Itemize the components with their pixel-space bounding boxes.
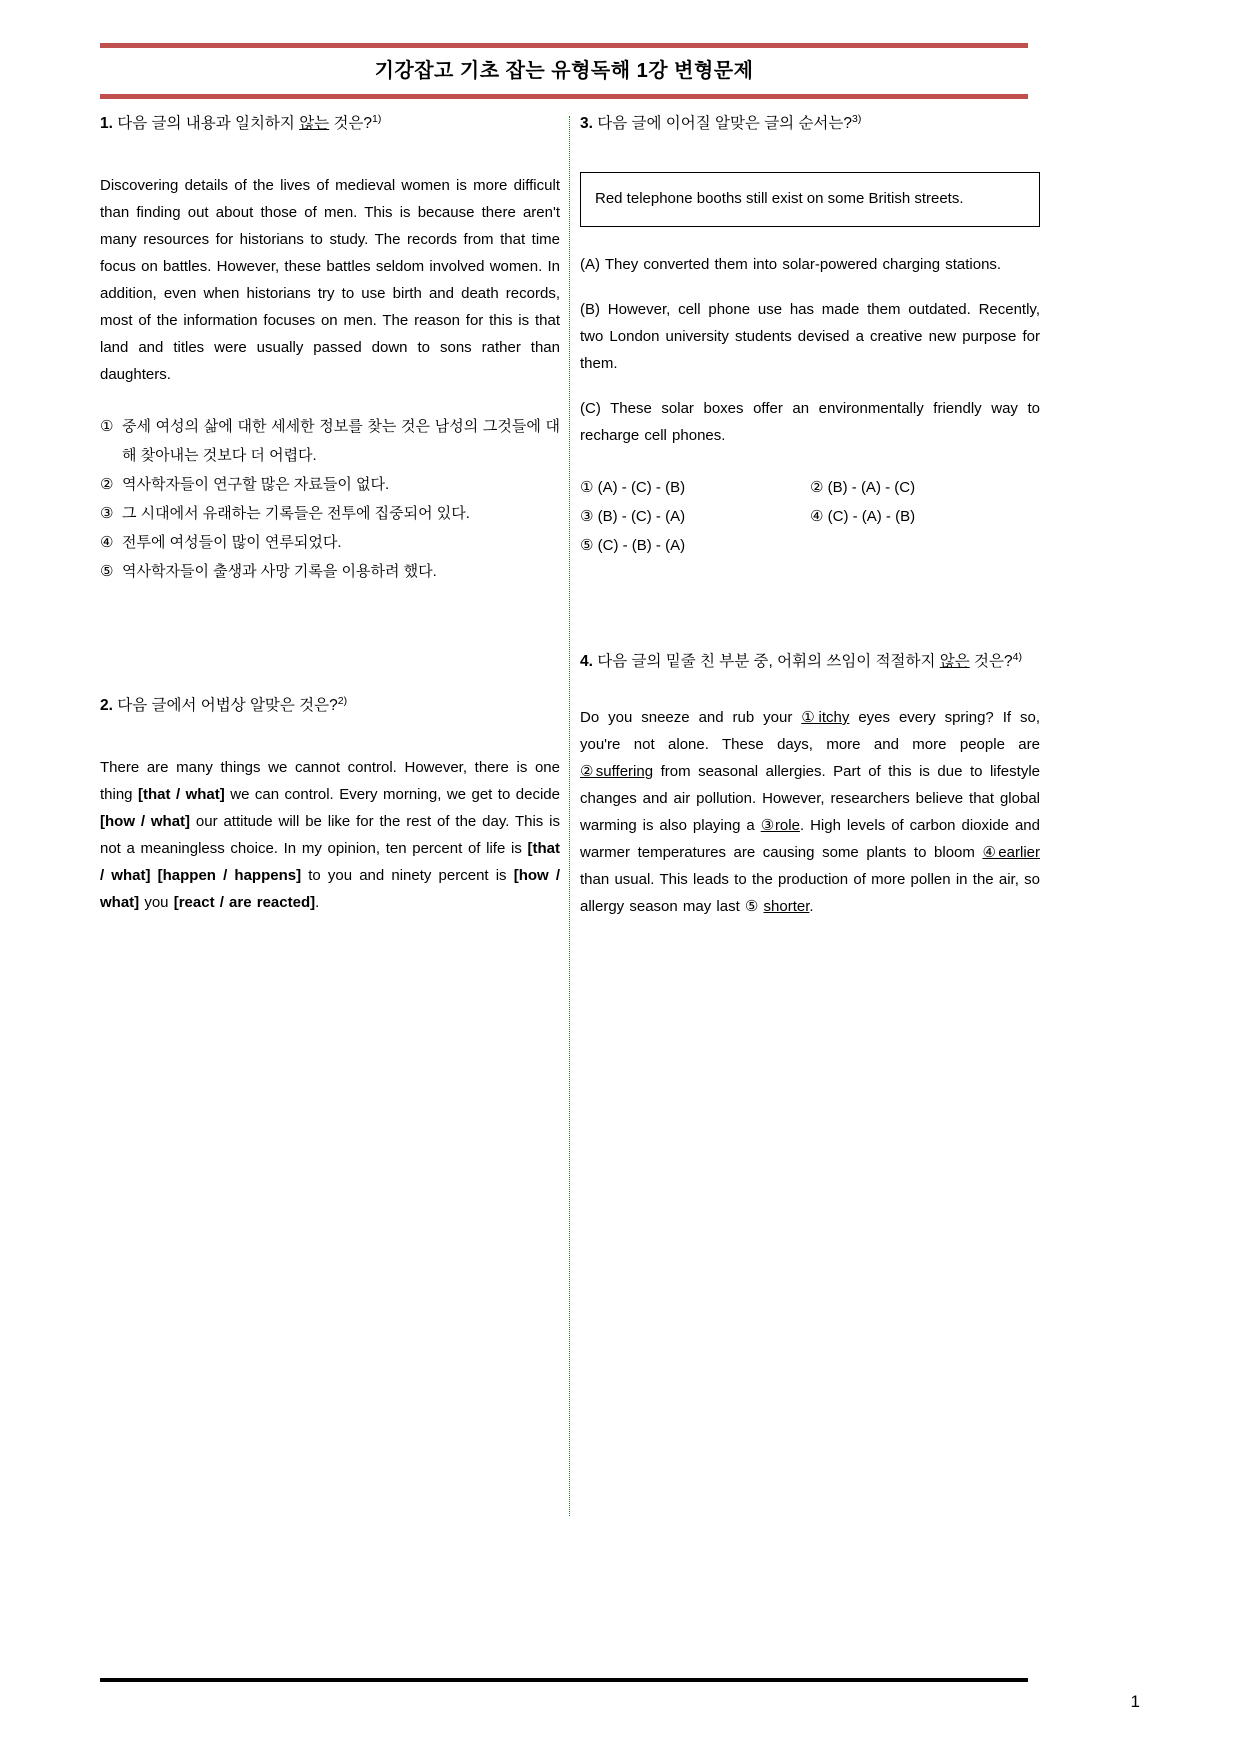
question-3-footnote: 3) — [852, 112, 862, 125]
inline-text: There are many things we cannot control. However, there is one thing — [100, 759, 560, 803]
question-2-prompt — [100, 694, 560, 718]
question-4-prompt — [580, 650, 1040, 674]
question-1-choices — [100, 412, 560, 586]
inline-text: to you and ninety percent is — [301, 867, 514, 884]
question-1-prompt — [100, 112, 560, 136]
question-4-prompt-negation: 않은 — [939, 653, 970, 670]
question-2 — [100, 694, 560, 916]
choice-label: 역사학자들이 출생과 사망 기록을 이용하려 했다. — [122, 563, 437, 580]
question-3-options — [580, 473, 1040, 560]
inline-underlined-word: ④earlier — [982, 844, 1040, 861]
right-column — [580, 112, 1040, 920]
inline-text: . — [809, 898, 814, 915]
inline-underlined-word: shorter — [763, 898, 810, 915]
inline-underlined-word: ③role — [760, 817, 800, 834]
question-3-segment-b: (B) However, cell phone use has made them outdated. Recently, two London university students devised a creative new purpose for them. — [580, 301, 1040, 372]
choice-item[interactable] — [100, 412, 560, 470]
inline-bold-choice: [that / what] — [100, 840, 560, 884]
choice-label: 전투에 여성들이 많이 연루되었다. — [122, 534, 342, 551]
choice-item[interactable] — [100, 557, 560, 586]
header-rule-bottom — [100, 94, 1028, 99]
question-2-number: 2. — [100, 697, 113, 714]
question-1-prompt-after: 것은? — [329, 115, 373, 132]
question-4-passage — [580, 704, 1040, 920]
inline-bold-choice: [react / are reacted] — [173, 894, 316, 911]
choice-marker: ① — [100, 418, 114, 435]
option-item[interactable]: ④ (C) - (A) - (B) — [810, 508, 916, 525]
question-3-segment-a: (A) They converted them into solar-powered charging stations. — [580, 256, 1002, 273]
option-item[interactable]: ③ (B) - (C) - (A) — [580, 508, 686, 525]
question-4-footnote: 4) — [1012, 650, 1022, 663]
inline-underlined-word: ②suffering — [580, 763, 654, 780]
choice-label: 중세 여성의 삶에 대한 세세한 정보를 찾는 것은 남성의 그것들에 대해 찾아내는 것보다 더 어렵다. — [122, 418, 560, 464]
option-item[interactable]: ① (A) - (C) - (B) — [580, 479, 686, 496]
footer-rule — [100, 1678, 1028, 1682]
question-1-number: 1. — [100, 115, 113, 132]
left-column — [100, 112, 560, 916]
choice-marker: ③ — [100, 505, 114, 522]
inline-underlined-word: ①itchy — [801, 709, 850, 726]
question-1 — [100, 112, 560, 586]
question-3 — [580, 112, 1040, 560]
question-2-footnote: 2) — [337, 694, 348, 707]
question-2-prompt-before: 다음 글에서 어법상 알맞은 것은? — [112, 697, 338, 714]
question-4-prompt-before: 다음 글의 밑줄 친 부분 중, 어휘의 쓰임이 적절하지 — [592, 653, 940, 670]
column-divider — [569, 116, 570, 1516]
inline-text: than usual. This leads to the production of more pollen in the air, so allergy season may last — [580, 871, 1040, 915]
question-3-boxed-passage: Red telephone booths still exist on some British streets. — [580, 172, 1040, 227]
question-1-prompt-negation: 않는 — [299, 115, 330, 132]
inline-bold-choice: [that / what] — [138, 786, 225, 803]
inline-text: Do you sneeze and rub your — [580, 709, 802, 726]
question-2-passage — [100, 754, 560, 916]
option-item[interactable]: ⑤ (C) - (B) - (A) — [580, 537, 686, 554]
inline-text: ⑤ — [744, 898, 764, 915]
question-4-prompt-after: 것은? — [969, 653, 1013, 670]
choice-item[interactable] — [100, 470, 560, 499]
question-3-prompt — [580, 112, 1040, 136]
question-3-number: 3. — [580, 115, 593, 132]
question-4-number: 4. — [580, 653, 593, 670]
inline-bold-choice: [how / what] — [100, 813, 191, 830]
question-1-prompt-before: 다음 글의 내용과 일치하지 — [112, 115, 300, 132]
inline-text: we can control. Every morning, we get to decide — [224, 786, 560, 803]
inline-text: you — [139, 894, 174, 911]
choice-marker: ④ — [100, 534, 114, 551]
inline-bold-choice: [happen / happens] — [157, 867, 302, 884]
choice-label: 그 시대에서 유래하는 기록들은 전투에 집중되어 있다. — [122, 505, 470, 522]
header-rule-top — [100, 43, 1028, 48]
question-1-footnote: 1) — [372, 112, 382, 125]
question-4 — [580, 650, 1040, 920]
inline-text — [150, 867, 157, 884]
inline-text: . High levels of carbon dioxide and warmer temperatures are causing some plants to bloom — [580, 817, 1040, 861]
option-item[interactable]: ② (B) - (A) - (C) — [810, 479, 916, 496]
choice-item[interactable] — [100, 528, 560, 557]
inline-text: from seasonal allergies. Part of this is due to lifestyle changes and air pollution. However, researchers believe that global warming is also playing a — [580, 763, 1040, 834]
question-1-passage: Discovering details of the lives of medieval women is more difficult than finding out about those of men. This is because there aren't many resources for historians to study. The records from that time focus on battles. However, these battles seldom involved women. In addition, even when historians try to use birth and death records, most of the information focuses on men. The reason for this is that land and titles were usually passed down to sons rather than daughters. — [100, 177, 560, 383]
choice-label: 역사학자들이 연구할 많은 자료들이 없다. — [122, 476, 390, 493]
choice-item[interactable] — [100, 499, 560, 528]
page-title: 기강잡고 기초 잡는 유형독해 1강 변형문제 — [374, 60, 754, 82]
choice-marker: ② — [100, 476, 114, 493]
inline-text: our attitude will be like for the rest of the day. This is not a meaningless choice. In my opinion, ten percent of life is — [100, 813, 560, 857]
page-number: 1 — [1130, 1692, 1140, 1711]
choice-marker: ⑤ — [100, 563, 114, 580]
question-3-segment-c: (C) These solar boxes offer an environmentally friendly way to recharge cell phones. — [580, 400, 1040, 444]
question-3-prompt-before: 다음 글에 이어질 알맞은 글의 순서는? — [592, 115, 852, 132]
inline-text: eyes every spring? If so, you're not alone. These days, more and more people are — [580, 709, 1041, 753]
inline-bold-choice: [how / what] — [100, 867, 560, 911]
inline-text: . — [315, 894, 320, 911]
